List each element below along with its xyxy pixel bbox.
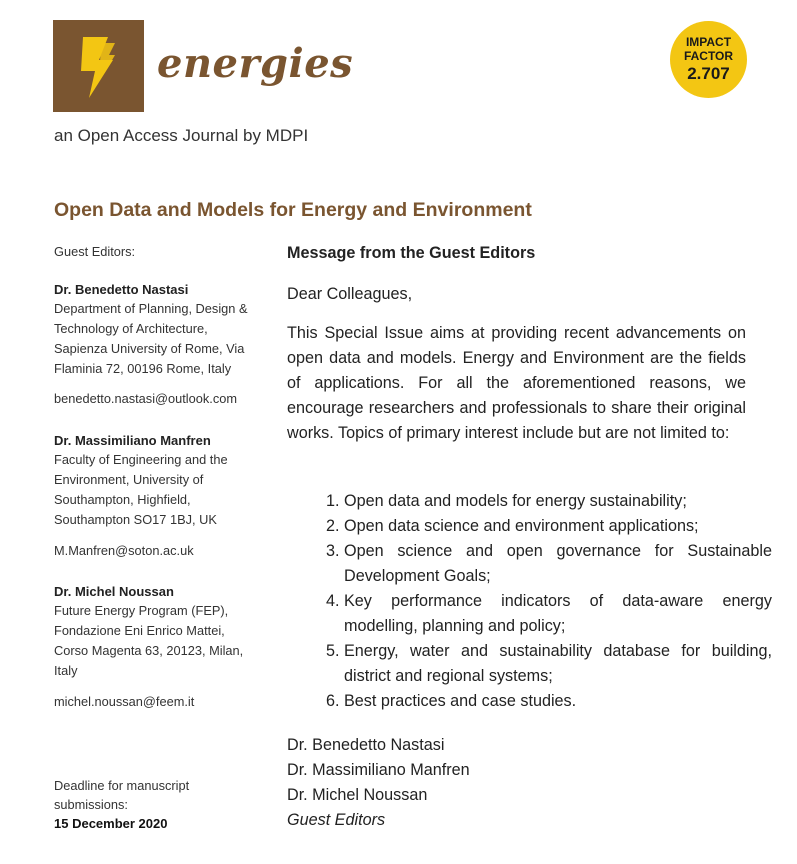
special-issue-title: Open Data and Models for Energy and Environment [54,199,532,221]
list-item: 5. Energy, water and sustainability database for building, district and regional systems; [344,639,772,689]
editor-name: Dr. Benedetto Nastasi [54,282,189,297]
editor-name: Dr. Michel Noussan [54,584,174,599]
impact-factor-line2: FACTOR [683,49,734,63]
message-body: This Special Issue aims at providing recent advancements on open data and models. Energy and Environment are the fields of applications. For all the aforementioned reasons, we encourage researchers and professionals to share their original works. Topics of primary interest include but are not limited to: [287,324,746,442]
signature-name: Dr. Michel Noussan [287,786,428,804]
journal-tagline: an Open Access Journal by MDPI [54,126,309,145]
impact-factor-badge [670,21,747,98]
editor-affiliation: Department of Planning, Design & Technology of Architecture, Sapienza University of Rome, Via Flaminia 72, 00196 Rome, Italy [54,301,248,376]
journal-logo [53,20,144,112]
message-heading: Message from the Guest Editors [287,244,536,262]
signature-name: Dr. Benedetto Nastasi [287,736,445,754]
editor-name: Dr. Massimiliano Manfren [54,433,211,448]
journal-name: energies [157,40,354,87]
editor-affiliation: Faculty of Engineering and the Environment, University of Southampton, Highfield, Southampton SO17 1BJ, UK [54,452,228,527]
list-item: 3. Open science and open governance for Sustainable Development Goals; [344,539,772,589]
editor-email[interactable]: M.Manfren@soton.ac.uk [54,543,194,558]
deadline-label: Deadline for manuscript submissions: [54,778,190,812]
editor-block [54,584,269,681]
editor-email[interactable]: benedetto.nastasi@outlook.com [54,391,238,406]
editor-email[interactable]: michel.noussan@feem.it [54,694,195,709]
guest-editors-label: Guest Editors: [54,244,136,259]
list-item: 4. Key performance indicators of data-aware energy modelling, planning and policy; [344,589,772,639]
list-item: 6. Best practices and case studies. [344,689,772,714]
message-greeting: Dear Colleagues, [287,285,413,303]
list-item: 1. Open data and models for energy sustainability; [344,489,772,514]
signature-name: Dr. Massimiliano Manfren [287,761,470,779]
editor-block [54,433,269,530]
impact-factor-value: 2.707 [687,64,730,83]
editor-block [54,282,269,379]
deadline-date: 15 December 2020 [54,816,168,831]
list-item: 2. Open data science and environment applications; [344,514,772,539]
lightning-bolt-icon [53,20,144,112]
topics-list [318,489,772,714]
impact-factor-line1: IMPACT [685,35,732,49]
signature-role: Guest Editors [287,811,386,829]
editor-affiliation: Future Energy Program (FEP), Fondazione Eni Enrico Mattei, Corso Magenta 63, 20123, Milan, Italy [54,603,244,678]
